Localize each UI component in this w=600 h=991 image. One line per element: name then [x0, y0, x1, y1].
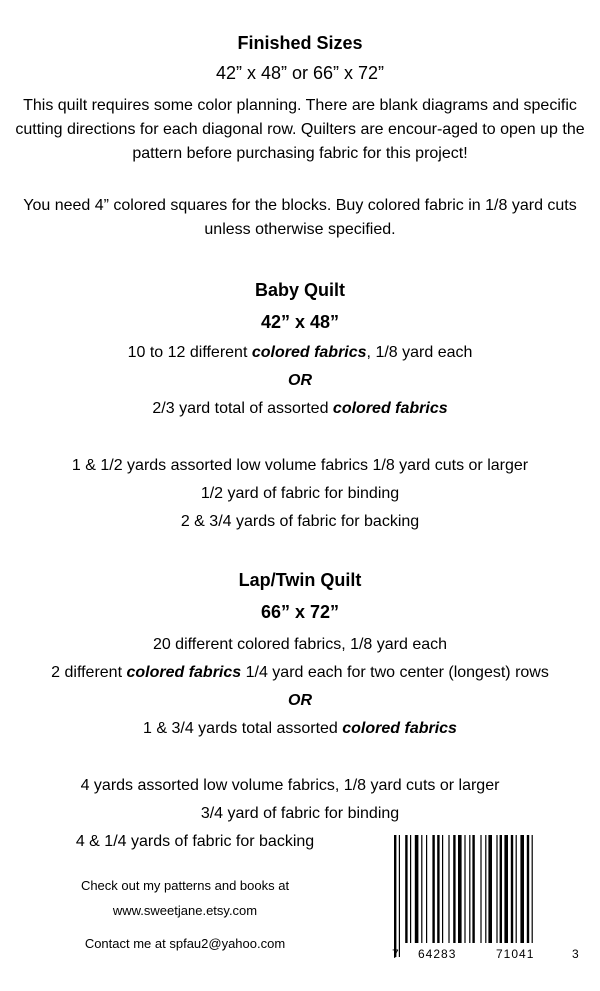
baby-line-1-post: , 1/8 yard each [366, 344, 473, 361]
baby-heading: Baby Quilt [254, 280, 345, 300]
lap-line-3 [0, 720, 600, 738]
finished-para-2: You need 4” colored squares for the blocks. Buy colored fabric in 1/8 yard cuts unless otherwise specified. [23, 197, 577, 238]
baby-size: 42” x 48” [260, 312, 340, 332]
barcode-graphic [390, 835, 566, 965]
baby-line-5: 2 & 3/4 yards of fabric for backing [180, 513, 420, 530]
baby-line-2-em: colored fabrics [332, 400, 448, 417]
lap-line-3-pre: 1 & 3/4 yards total assorted [143, 720, 343, 737]
baby-line-4: 1/2 yard of fabric for binding [200, 485, 400, 502]
baby-line-2-pre: 2/3 yard total of assorted [152, 400, 333, 417]
lap-line-6: 4 & 1/4 yards of fabric for backing [75, 833, 315, 850]
finished-sizes: 42” x 48” or 66” x 72” [215, 63, 385, 83]
footer-site[interactable]: www.sweetjane.etsy.com [112, 903, 258, 918]
lap-line-1: 20 different colored fabrics, 1/8 yard each [152, 636, 448, 653]
lap-line-4: 4 yards assorted low volume fabrics, 1/8 yard cuts or larger [80, 777, 500, 794]
lap-line-2-em: colored fabrics [126, 664, 242, 681]
finished-heading: Finished Sizes [237, 33, 363, 53]
baby-line-1-pre: 10 to 12 different [127, 344, 252, 361]
barcode-digits-left: 64283 [418, 947, 457, 961]
barcode-digit-first: 7 [392, 947, 399, 961]
lap-line-2-pre: 2 different [51, 664, 127, 681]
baby-line-2 [0, 400, 600, 418]
baby-or: OR [288, 372, 312, 389]
footer-contact[interactable]: Contact me at spfau2@yahoo.com [84, 936, 286, 951]
barcode-digit-last: 3 [572, 947, 579, 961]
footer-check: Check out my patterns and books at [80, 878, 290, 893]
lap-line-2-post: 1/4 yard each for two center (longest) rows [241, 664, 549, 681]
lap-or: OR [288, 692, 312, 709]
lap-line-3-em: colored fabrics [342, 720, 457, 737]
baby-line-1-em: colored fabrics [251, 344, 367, 361]
lap-heading: Lap/Twin Quilt [238, 570, 362, 590]
lap-size: 66” x 72” [260, 602, 340, 622]
baby-line-1 [0, 344, 600, 362]
baby-line-3: 1 & 1/2 yards assorted low volume fabrics 1/8 yard cuts or larger [71, 457, 529, 474]
barcode-digits-right: 71041 [496, 947, 535, 961]
lap-line-2 [0, 664, 600, 682]
finished-para-1: This quilt requires some color planning. There are blank diagrams and specific cutting directions for each diagonal row. Quilters are encour-aged to open up the pattern before purchasing fabric for this project! [15, 97, 585, 162]
lap-line-5: 3/4 yard of fabric for binding [200, 805, 400, 822]
